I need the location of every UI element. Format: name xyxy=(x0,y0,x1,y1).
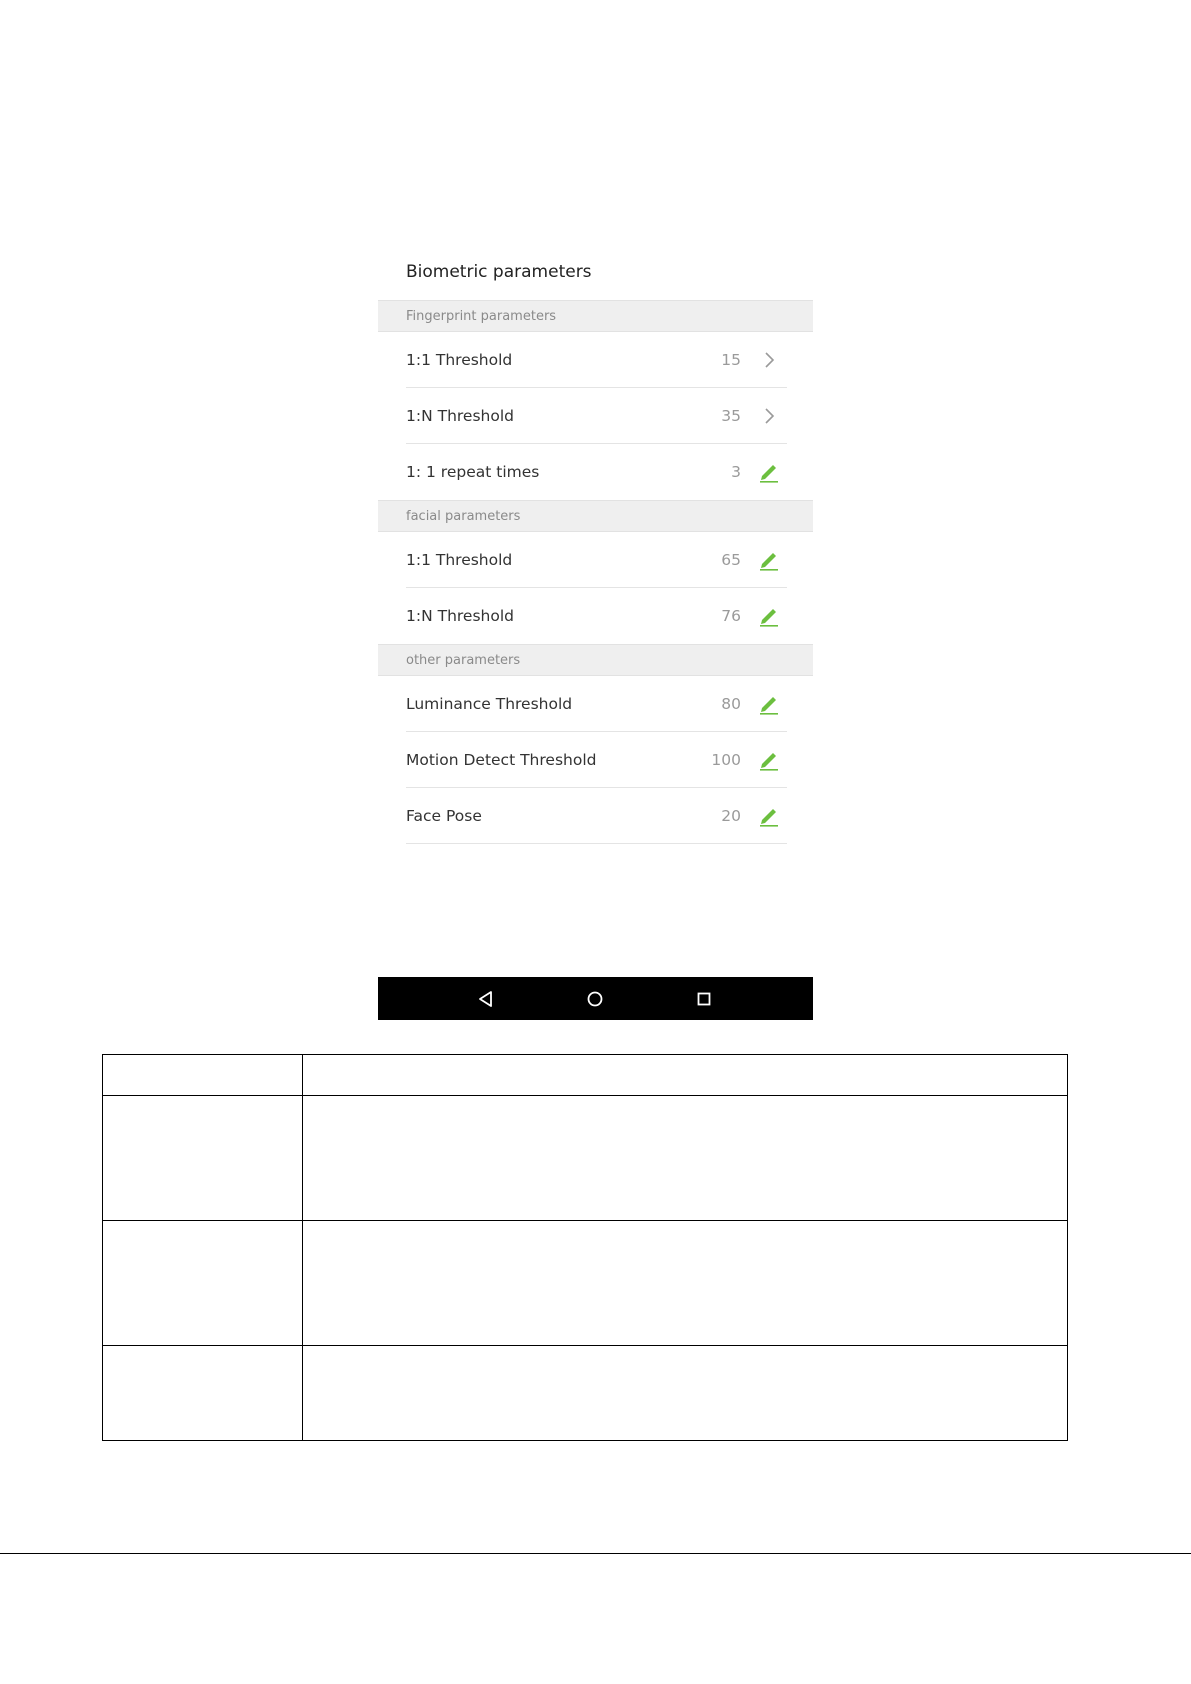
row-label: 1:1 Threshold xyxy=(406,550,513,569)
back-triangle-icon[interactable] xyxy=(474,987,498,1011)
table-row xyxy=(103,1346,1068,1441)
chevron-right-icon[interactable] xyxy=(757,404,781,428)
table-row xyxy=(103,1221,1068,1346)
table-cell xyxy=(303,1055,1068,1096)
row-value: 3 xyxy=(731,463,741,481)
row-luminance-threshold[interactable] xyxy=(406,676,787,732)
row-label: Luminance Threshold xyxy=(406,694,573,713)
table-header-row xyxy=(103,1055,1068,1096)
row-facial-1-n-threshold[interactable] xyxy=(406,588,787,644)
table-cell xyxy=(103,1221,303,1346)
row-label: 1:N Threshold xyxy=(406,607,514,625)
edit-pencil-icon[interactable] xyxy=(757,548,781,572)
table-cell xyxy=(103,1346,303,1441)
chevron-right-icon[interactable] xyxy=(757,348,781,372)
row-face-pose[interactable] xyxy=(406,788,787,844)
row-label: Face Pose xyxy=(406,806,482,825)
row-value: 65 xyxy=(721,550,741,569)
row-value: 15 xyxy=(721,350,741,369)
table-cell xyxy=(303,1096,1068,1221)
row-fingerprint-repeat-times[interactable] xyxy=(406,444,787,500)
row-fingerprint-1-1-threshold[interactable] xyxy=(406,332,787,388)
edit-pencil-icon[interactable] xyxy=(757,460,781,484)
android-nav-bar xyxy=(378,977,813,1020)
table-cell xyxy=(103,1055,303,1096)
row-value: 100 xyxy=(711,750,741,769)
row-value: 76 xyxy=(721,607,741,625)
table-cell xyxy=(303,1221,1068,1346)
edit-pencil-icon[interactable] xyxy=(757,692,781,716)
row-label: 1:N Threshold xyxy=(406,406,514,425)
footer-divider xyxy=(0,1553,1191,1554)
table-cell xyxy=(103,1096,303,1221)
table-cell xyxy=(303,1346,1068,1441)
row-fingerprint-1-n-threshold[interactable] xyxy=(406,388,787,444)
row-label: 1:1 Threshold xyxy=(406,350,513,369)
edit-pencil-icon[interactable] xyxy=(757,804,781,828)
row-value: 80 xyxy=(721,694,741,713)
row-value: 35 xyxy=(721,406,741,425)
row-label: 1: 1 repeat times xyxy=(406,463,540,481)
home-circle-icon[interactable] xyxy=(583,987,607,1011)
biometric-parameters-screen xyxy=(378,248,813,840)
table-row xyxy=(103,1096,1068,1221)
row-facial-1-1-threshold[interactable] xyxy=(406,532,787,588)
row-value: 20 xyxy=(721,806,741,825)
page-title: Biometric parameters xyxy=(406,262,592,282)
section-header-facial: facial parameters xyxy=(378,500,813,532)
edit-pencil-icon[interactable] xyxy=(757,604,781,628)
row-motion-detect-threshold[interactable] xyxy=(406,732,787,788)
section-header-fingerprint: Fingerprint parameters xyxy=(378,300,813,332)
section-header-other: other parameters xyxy=(378,644,813,676)
recents-square-icon[interactable] xyxy=(692,987,716,1011)
parameter-description-table xyxy=(102,1054,1068,1441)
edit-pencil-icon[interactable] xyxy=(757,748,781,772)
row-label: Motion Detect Threshold xyxy=(406,750,597,769)
